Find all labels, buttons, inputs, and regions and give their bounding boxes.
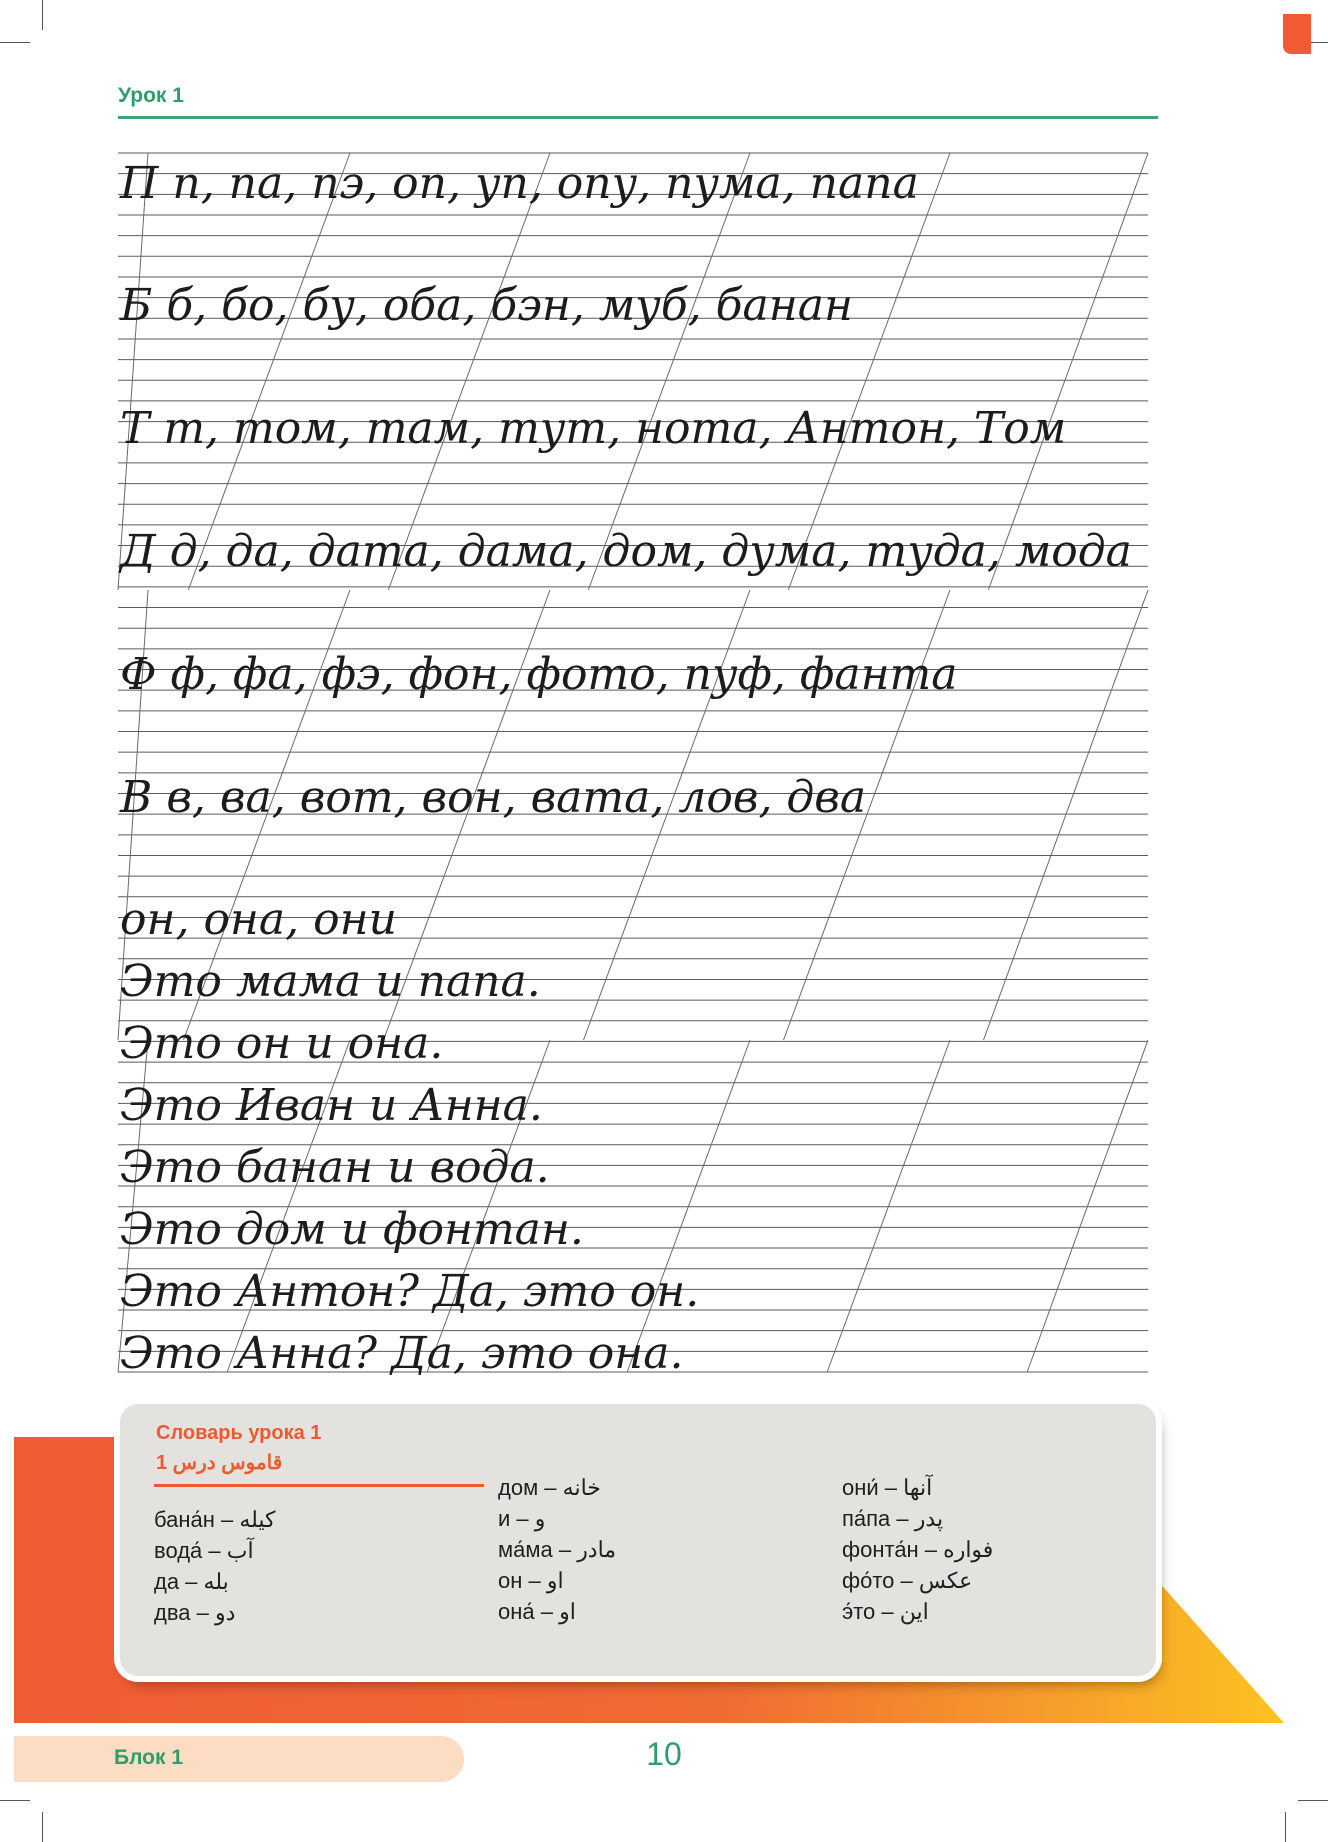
vocabulary-title-fa: قاموس درس 1 — [156, 1452, 283, 1474]
copybook-sentence: Это дом и фонтан. — [120, 1204, 584, 1255]
vocab-entry: па́па – پدر — [842, 1506, 944, 1531]
page-number: 10 — [646, 1736, 682, 1772]
vocab-entry: фонта́н – فواره — [842, 1537, 994, 1562]
vocab-entry: да – بله — [154, 1569, 229, 1594]
copybook-sentence: Это мама и папа. — [120, 956, 541, 1007]
vocab-entry: и – و — [498, 1506, 546, 1531]
vocab-entry: дом – خانه — [498, 1475, 601, 1500]
footer-block-label: Блок 1 — [114, 1746, 184, 1769]
copybook-sentence: Это Анна? Да, это она. — [120, 1328, 684, 1379]
copybook-line: П п, па, пэ, оп, уп, опу, пума, папа — [120, 158, 919, 209]
vocab-entry: два – دو — [154, 1600, 236, 1625]
slant-line — [827, 1040, 950, 1372]
vocabulary-title-ru: Словарь урока 1 — [156, 1422, 322, 1444]
vocab-entry: э́то – این — [842, 1599, 929, 1624]
vocab-entry: он – او — [498, 1568, 564, 1593]
vocab-entry: фо́то – عکس — [842, 1568, 973, 1593]
copybook-line: Д д, да, дата, дама, дом, дума, туда, мода — [120, 526, 1132, 577]
copybook-line: В в, ва, вот, вон, вата, лов, два — [120, 772, 867, 823]
vocabulary-title-divider — [154, 1484, 484, 1487]
vocab-entry: бана́н – کیله — [154, 1507, 276, 1532]
copybook-line: Б б, бо, бу, оба, бэн, муб, банан — [120, 280, 853, 331]
vocabulary-card — [120, 1404, 1156, 1676]
copybook-sentence: Это он и она. — [120, 1018, 444, 1069]
copybook-line: Т т, том, там, тут, нота, Антон, Том — [120, 403, 1067, 454]
vocab-entry: ма́ма – مادر — [498, 1537, 617, 1562]
vocabulary-column-3 — [842, 1472, 993, 1627]
copybook-line: Ф ф, фа, фэ, фон, фото, пуф, фанта — [120, 649, 958, 700]
copybook-sentence: Это Иван и Анна. — [120, 1080, 543, 1131]
lesson-title: Урок 1 — [118, 84, 184, 107]
copybook-sentence: он, она, они — [120, 894, 397, 945]
slant-line — [1027, 1040, 1148, 1372]
copybook-sentence: Это банан и вода. — [120, 1142, 550, 1193]
vocabulary-column-2 — [498, 1472, 616, 1627]
slant-line — [627, 1040, 750, 1372]
slant-line — [984, 590, 1149, 1040]
vocabulary-column-1 — [154, 1504, 276, 1628]
vocab-entry: она́ – او — [498, 1599, 576, 1624]
vocab-entry: вода́ – آب — [154, 1538, 254, 1563]
copybook-sentence: Это Антон? Да, это он. — [120, 1266, 700, 1317]
vocab-entry: они́ – آنها — [842, 1475, 933, 1500]
